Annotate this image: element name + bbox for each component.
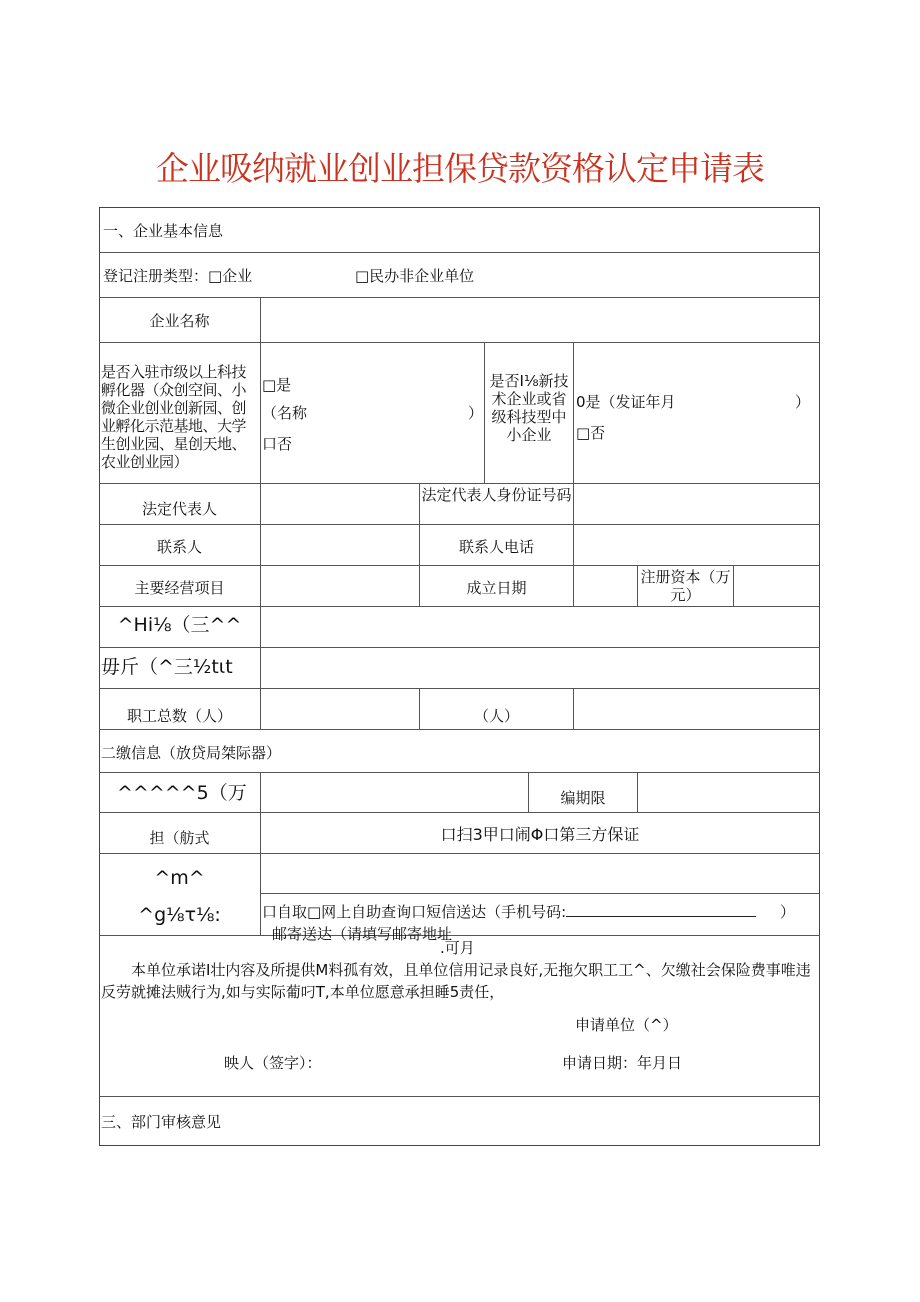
- signer-label: 映人（签字）：: [224, 1054, 322, 1072]
- row-divider: [99, 647, 820, 648]
- row-m-label: ^m^: [154, 867, 205, 889]
- registration-type-nonprofit-checkbox[interactable]: □民办非企业单位: [355, 267, 475, 285]
- staff-extra-field[interactable]: [576, 691, 818, 727]
- staff-unit-label: （人）: [473, 707, 519, 725]
- delivery-method-options[interactable]: [262, 903, 756, 921]
- registration-type-company-checkbox[interactable]: 登记注册类型：□企业: [103, 267, 253, 285]
- section-3-heading: 三、部门审核意见: [101, 1113, 222, 1131]
- incubator-no-checkbox[interactable]: 口否: [262, 435, 293, 453]
- company-name-field[interactable]: [262, 300, 817, 340]
- applicant-unit-label: 申请单位（^）: [575, 1016, 678, 1034]
- row-divider: [99, 297, 820, 298]
- apply-date-label: 申请日期：年月日: [562, 1054, 683, 1072]
- legal-rep-field[interactable]: [262, 486, 417, 522]
- hitech-question-label: 是否I⅛新技术企业或省级科技型中小企业: [489, 372, 569, 444]
- row-m-field[interactable]: [262, 856, 817, 891]
- legal-rep-id-field[interactable]: [576, 486, 818, 522]
- registered-capital-field[interactable]: [736, 568, 818, 604]
- garbled-row-1-label: ^Hi⅛（三^^: [117, 614, 242, 636]
- loan-term-field[interactable]: [640, 775, 818, 810]
- promise-paragraph: 本单位承诺I壮内容及所提供M料孤有效，且单位信用记录良好,无拖欠职工工^、欠缴社会保险费事唯违反劳就摊法贼行为,如与实际葡叼T,本单位愿意承担睡5责任，: [101, 961, 811, 1001]
- col-divider: [573, 688, 574, 729]
- delivery-method-label: ^g⅛τ⅛:: [138, 904, 221, 926]
- registered-capital-label: 注册资本（万元）: [640, 568, 731, 604]
- row-divider: [99, 524, 820, 525]
- delivery-options-text: 口自取□网上自助查询口短信送达（手机号码:: [262, 903, 567, 921]
- contact-label: 联系人: [156, 538, 202, 556]
- row-divider: [99, 252, 820, 253]
- row-divider: [99, 1096, 820, 1097]
- col-divider: [733, 565, 734, 606]
- col-divider: [484, 342, 485, 483]
- main-business-label: 主要经营项目: [134, 579, 225, 597]
- garbled-row-1-field[interactable]: [262, 609, 817, 645]
- col-divider: [260, 772, 261, 935]
- col-divider: [573, 342, 574, 483]
- contact-field[interactable]: [262, 527, 417, 563]
- founded-date-label: 成立日期: [466, 579, 527, 597]
- section-2-heading: 二缴信息（放贷局桀际器）: [101, 744, 282, 762]
- legal-rep-id-label: 法定代表人身份证号码: [421, 486, 572, 504]
- incubator-yes-checkbox[interactable]: □是: [262, 376, 292, 394]
- garbled-row-2-field[interactable]: [262, 650, 817, 686]
- main-business-field[interactable]: [262, 568, 417, 604]
- row-divider: [99, 812, 820, 813]
- row-divider: [99, 483, 820, 484]
- col-divider: [637, 772, 638, 812]
- delivery-close: ）: [780, 903, 796, 921]
- garbled-row-2-label: 毋斤（^三½tιt: [101, 656, 233, 678]
- row-divider: [99, 688, 820, 689]
- mail-delivery-option: 邮寄送达（请填写邮寄地址: [272, 925, 453, 943]
- company-name-label: 企业名称: [149, 312, 210, 330]
- loan-term-label: 编期限: [560, 789, 606, 807]
- legal-rep-label: 法定代表人: [141, 500, 217, 518]
- row-divider: [99, 342, 820, 343]
- row-divider: [260, 893, 820, 894]
- incubator-question-label: 是否入驻市级以上科技孵化器（众创空间、小微企业创业创新园、创业孵化示范基地、大学生创业园、星创天地、农业创业园）: [101, 363, 247, 471]
- loan-amount-label: ^^^^^5（万: [117, 782, 247, 804]
- staff-total-label: 职工总数（人）: [126, 707, 232, 725]
- delivery-cut-line: [262, 925, 818, 943]
- col-divider: [573, 483, 574, 606]
- row-divider: [99, 772, 820, 773]
- guarantee-method-label: 担（舫式: [149, 829, 210, 847]
- row-divider: [99, 606, 820, 607]
- row-divider: [99, 729, 820, 730]
- form-title: 企业吸纳就业创业担保贷款资格认定申请表: [156, 149, 764, 188]
- col-divider: [260, 297, 261, 729]
- incubator-name-close: ）: [468, 404, 484, 422]
- loan-amount-field[interactable]: [262, 775, 526, 810]
- guarantee-method-options[interactable]: 口扫3甲口闹Φ口第三方保证: [440, 825, 640, 844]
- contact-phone-label: 联系人电话: [458, 538, 534, 556]
- incubator-name-label: （名称: [262, 404, 308, 422]
- row-divider: [99, 565, 820, 566]
- staff-total-field[interactable]: [262, 691, 417, 727]
- stray-text: .可月: [440, 939, 475, 957]
- contact-phone-field[interactable]: [576, 527, 818, 563]
- hitech-yes-checkbox[interactable]: 0是（发证年月: [576, 393, 676, 411]
- row-divider: [99, 853, 820, 854]
- founded-date-field[interactable]: [576, 568, 636, 604]
- hitech-no-checkbox[interactable]: □否: [576, 424, 606, 442]
- phone-number-blank[interactable]: [566, 904, 756, 917]
- section-1-heading: 一、企业基本信息: [103, 222, 224, 240]
- hitech-close: ）: [795, 393, 811, 411]
